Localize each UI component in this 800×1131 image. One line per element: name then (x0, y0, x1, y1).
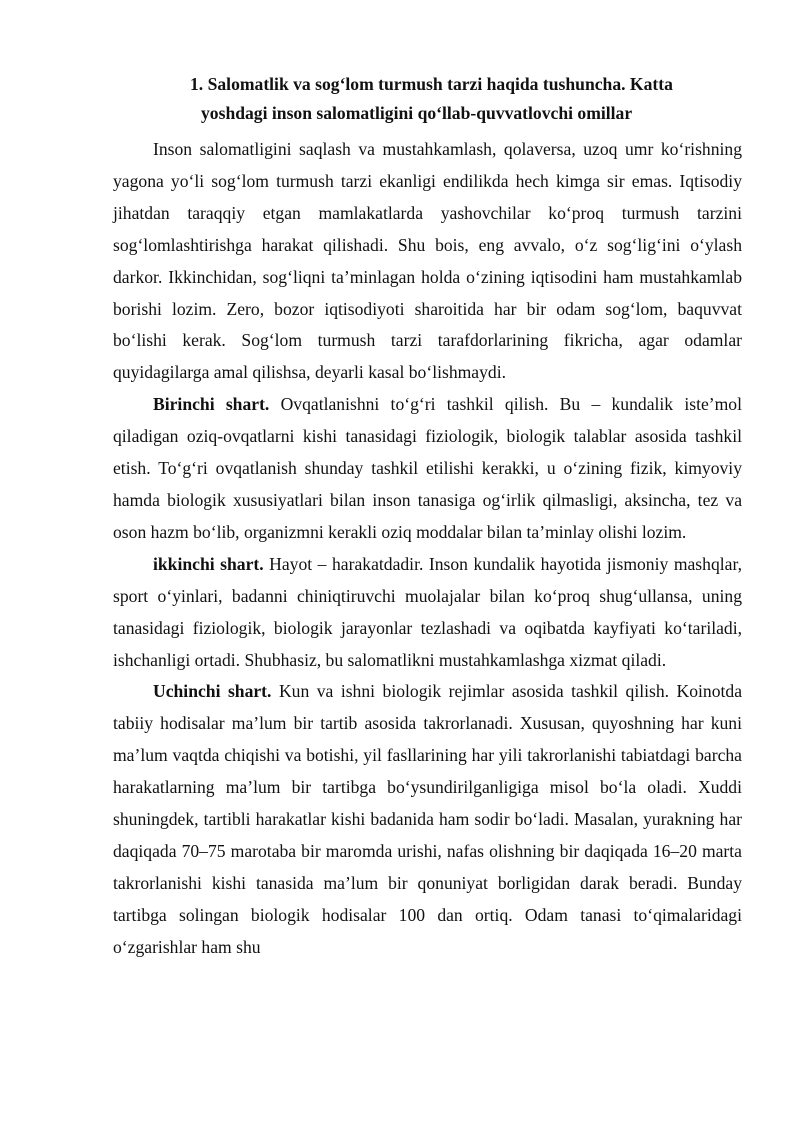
paragraph-third-condition (113, 676, 742, 963)
document-page (113, 70, 742, 964)
paragraph-text: Kun va ishni biologik rejimlar asosida tashkil qilish. Koinotda tabiiy hodisalar ma’lum bir tartib asosida takrorlanadi. Xususan, quyoshning har kuni ma’lum vaqtda chiqishi va botishi, yil fasllarining har yili takrorlanishi tabiatdagi barcha harakatlarning ma’lum bir tartibga bo‘ysundirilganligiga misol bo‘la oladi. Xuddi shuningdek, tartibli harakatlar kishi badanida ham sodir bo‘ladi. Masalan, yurakning har daqiqada 70–75 marotaba bir maromda urishi, nafas olishning bir daqiqada 16–20 marta takrorlanishi kishi tanasida ma’lum bir qonuniyat borligidan darak beradi. Bunday tartibga solingan biologik hodisalar 100 dan ortiq. Odam tanasi to‘qimalaridagi o‘zgarishlar ham shu (113, 681, 742, 957)
paragraph-text: Hayot – harakatdadir. Inson kundalik hayotida jismoniy mashqlar, sport o‘yinlari, badanni chiniqtiruvchi muolajalar bilan ko‘proq shug‘ullansa, uning tanasidagi fiziologik, biologik jarayonlar tezlashadi va oqibatda kayfiyati ko‘tariladi, ishchanligi ortadi. Shubhasiz, bu salomatlikni mustahkamlashga xizmat qiladi. (113, 553, 742, 670)
paragraph-lead: Birinchi shart. (153, 394, 270, 415)
paragraph-intro (113, 134, 742, 389)
paragraph-first-condition (113, 389, 742, 549)
paragraph-lead: ikkinchi shart. (153, 553, 264, 574)
paragraph-text: Ovqatlanishni to‘g‘ri tashkil qilish. Bu – kundalik iste’mol qiladigan oziq-ovqatlarni kishi tanasidagi fiziologik, biologik talablar asosida tashkil etish. To‘g‘ri ovqatlanish shunday tashkil etilishi kerakki, u o‘zining fizik, kimyoviy hamda biologik xususiyatlari bilan inson tanasiga og‘irlik qilmasligi, aksincha, tez va oson hazm bo‘lib, organizmni kerakli oziq moddalar bilan ta’minlay olishi lozim. (113, 394, 742, 542)
section-title-line-2: yoshdagi inson salomatligini qo‘llab-quvvatlovchi omillar (201, 103, 633, 123)
section-title (113, 70, 742, 128)
paragraph-lead: Uchinchi shart. (153, 681, 272, 702)
section-title-line-1: 1. Salomatlik va sog‘lom turmush tarzi haqida tushuncha. Katta (190, 74, 673, 94)
paragraph-text: Inson salomatligini saqlash va mustahkamlash, qolaversa, uzoq umr ko‘rishning yagona yo‘li sog‘lom turmush tarzi ekanligi endilikda hech kimga sir emas. Iqtisodiy jihatdan taraqqiy etgan mamlakatlarda yashovchilar ko‘proq turmush tarzini sog‘lomlashtirishga harakat qilishadi. Shu bois, eng avvalo, o‘z sog‘lig‘ini o‘ylash darkor. Ikkinchidan, sog‘liqni ta’minlagan holda o‘zining iqtisodini ham mustahkamlab borishi lozim. Zero, bozor iqtisodiyoti sharoitida har bir odam sog‘lom, baquvvat bo‘lishi kerak. Sog‘lom turmush tarzi tarafdorlarining fikricha, agar odamlar quyidagilarga amal qilishsa, deyarli kasal bo‘lishmaydi. (113, 139, 742, 383)
paragraph-second-condition (113, 549, 742, 677)
